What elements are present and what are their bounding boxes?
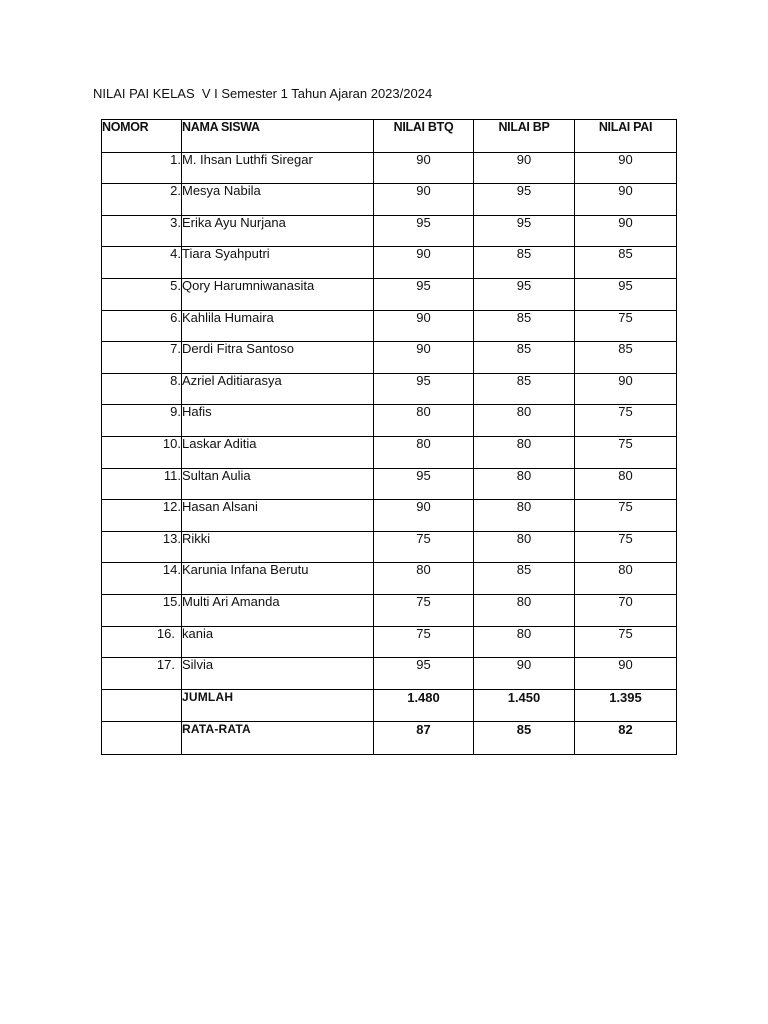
table-row xyxy=(102,342,677,374)
student-name: Tiara Syahputri xyxy=(182,247,374,279)
grade-bp: 85 xyxy=(474,247,575,279)
grade-bp: 90 xyxy=(474,152,575,184)
grade-btq: 95 xyxy=(374,468,474,500)
table-row xyxy=(102,310,677,342)
total-btq: 1.480 xyxy=(374,689,474,722)
row-number: 3. xyxy=(102,215,182,247)
student-name: Laskar Aditia xyxy=(182,436,374,468)
table-row xyxy=(102,436,677,468)
empty-cell xyxy=(102,689,182,722)
grade-pai: 75 xyxy=(575,500,677,532)
student-name: M. Ihsan Luthfi Siregar xyxy=(182,152,374,184)
row-number: 5. xyxy=(102,278,182,310)
student-name: Rikki xyxy=(182,531,374,563)
average-bp: 85 xyxy=(474,722,575,755)
table-row xyxy=(102,468,677,500)
table-row xyxy=(102,594,677,626)
grade-btq: 90 xyxy=(374,342,474,374)
document-title: NILAI PAI KELAS V I Semester 1 Tahun Ajaran 2023/2024 xyxy=(93,86,433,101)
average-pai: 82 xyxy=(575,722,677,755)
table-row xyxy=(102,247,677,279)
summary-row-jumlah xyxy=(102,689,677,722)
table-row xyxy=(102,215,677,247)
table-row xyxy=(102,563,677,595)
student-name: Qory Harumniwanasita xyxy=(182,278,374,310)
grade-bp: 80 xyxy=(474,594,575,626)
total-bp: 1.450 xyxy=(474,689,575,722)
grade-bp: 95 xyxy=(474,184,575,216)
grade-bp: 95 xyxy=(474,215,575,247)
grade-bp: 85 xyxy=(474,373,575,405)
grade-btq: 95 xyxy=(374,215,474,247)
grade-btq: 80 xyxy=(374,405,474,437)
grade-btq: 90 xyxy=(374,184,474,216)
row-number: 16. xyxy=(102,626,182,658)
student-name: Karunia Infana Berutu xyxy=(182,563,374,595)
header-nomor: NOMOR xyxy=(102,120,182,153)
table-row xyxy=(102,658,677,690)
grade-pai: 70 xyxy=(575,594,677,626)
summary-label: JUMLAH xyxy=(182,689,374,722)
summary-row-rata-rata xyxy=(102,722,677,755)
student-name: Kahlila Humaira xyxy=(182,310,374,342)
grade-pai: 85 xyxy=(575,247,677,279)
grade-btq: 75 xyxy=(374,594,474,626)
grade-pai: 85 xyxy=(575,342,677,374)
row-number: 11. xyxy=(102,468,182,500)
summary-label: RATA-RATA xyxy=(182,722,374,755)
student-name: Multi Ari Amanda xyxy=(182,594,374,626)
row-number: 15. xyxy=(102,594,182,626)
grade-bp: 80 xyxy=(474,468,575,500)
grade-pai: 75 xyxy=(575,626,677,658)
student-name: Azriel Aditiarasya xyxy=(182,373,374,405)
table-row xyxy=(102,373,677,405)
grade-bp: 85 xyxy=(474,310,575,342)
table-row xyxy=(102,405,677,437)
grade-bp: 80 xyxy=(474,531,575,563)
grade-pai: 90 xyxy=(575,215,677,247)
grade-pai: 95 xyxy=(575,278,677,310)
row-number: 14. xyxy=(102,563,182,595)
average-btq: 87 xyxy=(374,722,474,755)
grade-pai: 75 xyxy=(575,436,677,468)
row-number: 13. xyxy=(102,531,182,563)
table-row xyxy=(102,531,677,563)
grade-bp: 80 xyxy=(474,500,575,532)
row-number: 4. xyxy=(102,247,182,279)
table-row xyxy=(102,278,677,310)
header-nilai-bp: NILAI BP xyxy=(474,120,575,153)
grade-pai: 75 xyxy=(575,531,677,563)
table-header-row xyxy=(102,120,677,153)
grade-btq: 80 xyxy=(374,436,474,468)
row-number: 2. xyxy=(102,184,182,216)
grade-btq: 75 xyxy=(374,626,474,658)
table-row xyxy=(102,626,677,658)
row-number: 6. xyxy=(102,310,182,342)
row-number: 17. xyxy=(102,658,182,690)
table-row xyxy=(102,152,677,184)
grade-bp: 80 xyxy=(474,626,575,658)
grade-bp: 95 xyxy=(474,278,575,310)
student-name: Hasan Alsani xyxy=(182,500,374,532)
grade-pai: 90 xyxy=(575,658,677,690)
total-pai: 1.395 xyxy=(575,689,677,722)
grade-pai: 80 xyxy=(575,468,677,500)
row-number: 9. xyxy=(102,405,182,437)
grade-pai: 80 xyxy=(575,563,677,595)
grade-btq: 90 xyxy=(374,247,474,279)
grade-pai: 90 xyxy=(575,152,677,184)
grades-table xyxy=(101,119,677,755)
student-name: Hafis xyxy=(182,405,374,437)
grade-btq: 95 xyxy=(374,658,474,690)
row-number: 1. xyxy=(102,152,182,184)
grade-bp: 85 xyxy=(474,563,575,595)
grade-btq: 95 xyxy=(374,373,474,405)
grade-pai: 75 xyxy=(575,405,677,437)
grade-btq: 90 xyxy=(374,152,474,184)
student-name: kania xyxy=(182,626,374,658)
grade-bp: 80 xyxy=(474,436,575,468)
grade-pai: 90 xyxy=(575,373,677,405)
grade-pai: 75 xyxy=(575,310,677,342)
student-name: Erika Ayu Nurjana xyxy=(182,215,374,247)
row-number: 7. xyxy=(102,342,182,374)
grade-bp: 80 xyxy=(474,405,575,437)
grade-bp: 85 xyxy=(474,342,575,374)
empty-cell xyxy=(102,722,182,755)
row-number: 10. xyxy=(102,436,182,468)
grade-btq: 80 xyxy=(374,563,474,595)
grade-btq: 75 xyxy=(374,531,474,563)
student-name: Sultan Aulia xyxy=(182,468,374,500)
student-name: Silvia xyxy=(182,658,374,690)
student-name: Mesya Nabila xyxy=(182,184,374,216)
student-name: Derdi Fitra Santoso xyxy=(182,342,374,374)
grade-btq: 95 xyxy=(374,278,474,310)
grade-btq: 90 xyxy=(374,500,474,532)
header-nama-siswa: NAMA SISWA xyxy=(182,120,374,153)
table-row xyxy=(102,500,677,532)
grade-bp: 90 xyxy=(474,658,575,690)
table-row xyxy=(102,184,677,216)
header-nilai-pai: NILAI PAI xyxy=(575,120,677,153)
header-nilai-btq: NILAI BTQ xyxy=(374,120,474,153)
grade-btq: 90 xyxy=(374,310,474,342)
row-number: 12. xyxy=(102,500,182,532)
row-number: 8. xyxy=(102,373,182,405)
grade-pai: 90 xyxy=(575,184,677,216)
